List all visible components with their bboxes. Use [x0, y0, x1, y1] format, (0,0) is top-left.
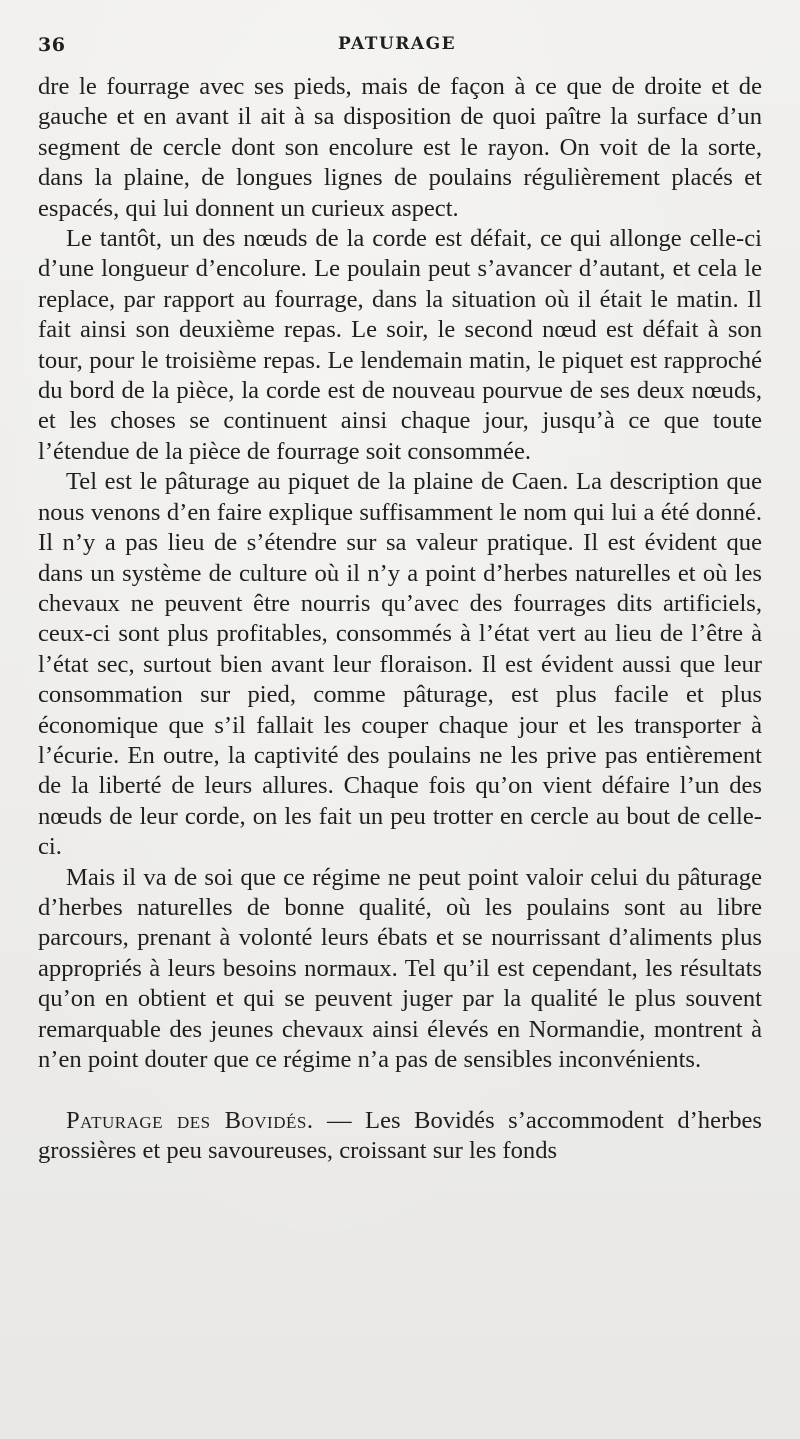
paragraph: Tel est le pâturage au piquet de la plaine de Caen. La description que nous venons d’en faire explique suffisamment le nom qui lui a été donné. Il n’y a pas lieu de s’étendre sur sa valeur pratique. Il est évident que dans un système de culture où il n’y a point d’herbes naturelles et où les chevaux ne peuvent être nourris qu’avec des fourrages dits artificiels, ceux-ci sont plus profitables, consommés à l’état vert au lieu de l’être à l’état sec, surtout bien avant leur floraison. Il est évident aussi que leur consommation sur pied, comme pâturage, est plus facile et plus économique que s’il fallait les couper chaque jour et les transporter à l’écurie. En outre, la captivité des poulains ne les prive pas entièrement de la liberté de leurs allures. Chaque fois qu’on vient défaire l’un des nœuds de leur corde, on les fait un peu trotter en cercle au bout de celle-ci.: [38, 468, 762, 861]
section-text: — Les Bovidés s’accommodent d’herbes grossières et peu savoureuses, croissant sur les fonds: [38, 1106, 762, 1165]
section-paragraph: [38, 1106, 762, 1167]
paragraph: Le tantôt, un des nœuds de la corde est défait, ce qui allonge celle-ci d’une longueur d’encolure. Le poulain peut s’avancer d’autant, et cela le replace, par rapport au fourrage, dans la situation où il était le matin. Il fait ainsi son deuxième repas. Le soir, le second nœud est défait à son tour, pour le troisième repas. Le lendemain matin, le piquet est rapproché du bord de la pièce, la corde est de nouveau pourvue de ses deux nœuds, et les choses se continuent ainsi chaque jour, jusqu’à ce que toute l’étendue de la pièce de fourrage soit consommée.: [38, 225, 762, 465]
page-number: 36: [38, 34, 66, 56]
paragraph: Mais il va de soi que ce régime ne peut point valoir celui du pâturage d’herbes naturelles de bonne qualité, où les poulains sont au libre parcours, prenant à volonté leurs ébats et se nourrissant d’aliments plus appropriés à leurs besoins normaux. Tel qu’il est cependant, les résultats qu’on en obtient et qui se peuvent juger par la qualité le plus souvent remarquable des jeunes chevaux ainsi élevés en Normandie, montrent à n’en point douter que ce régime n’a pas de sensibles inconvénients.: [38, 863, 762, 1073]
body-text: [38, 72, 762, 1167]
paragraph-continued: dre le fourrage avec ses pieds, mais de façon à ce que de droite et de gauche et en avant il ait à sa disposition de quoi paître la surface d’un segment de cercle dont son encolure est le rayon. On voit de la sorte, dans la plaine, de longues lignes de poulains régulièrement placés et espacés, qui lui donnent un curieux aspect.: [38, 73, 762, 222]
section-heading: Paturage des Bovidés.: [66, 1106, 314, 1134]
running-head: PATURAGE: [338, 34, 457, 54]
page-header: [38, 34, 760, 60]
